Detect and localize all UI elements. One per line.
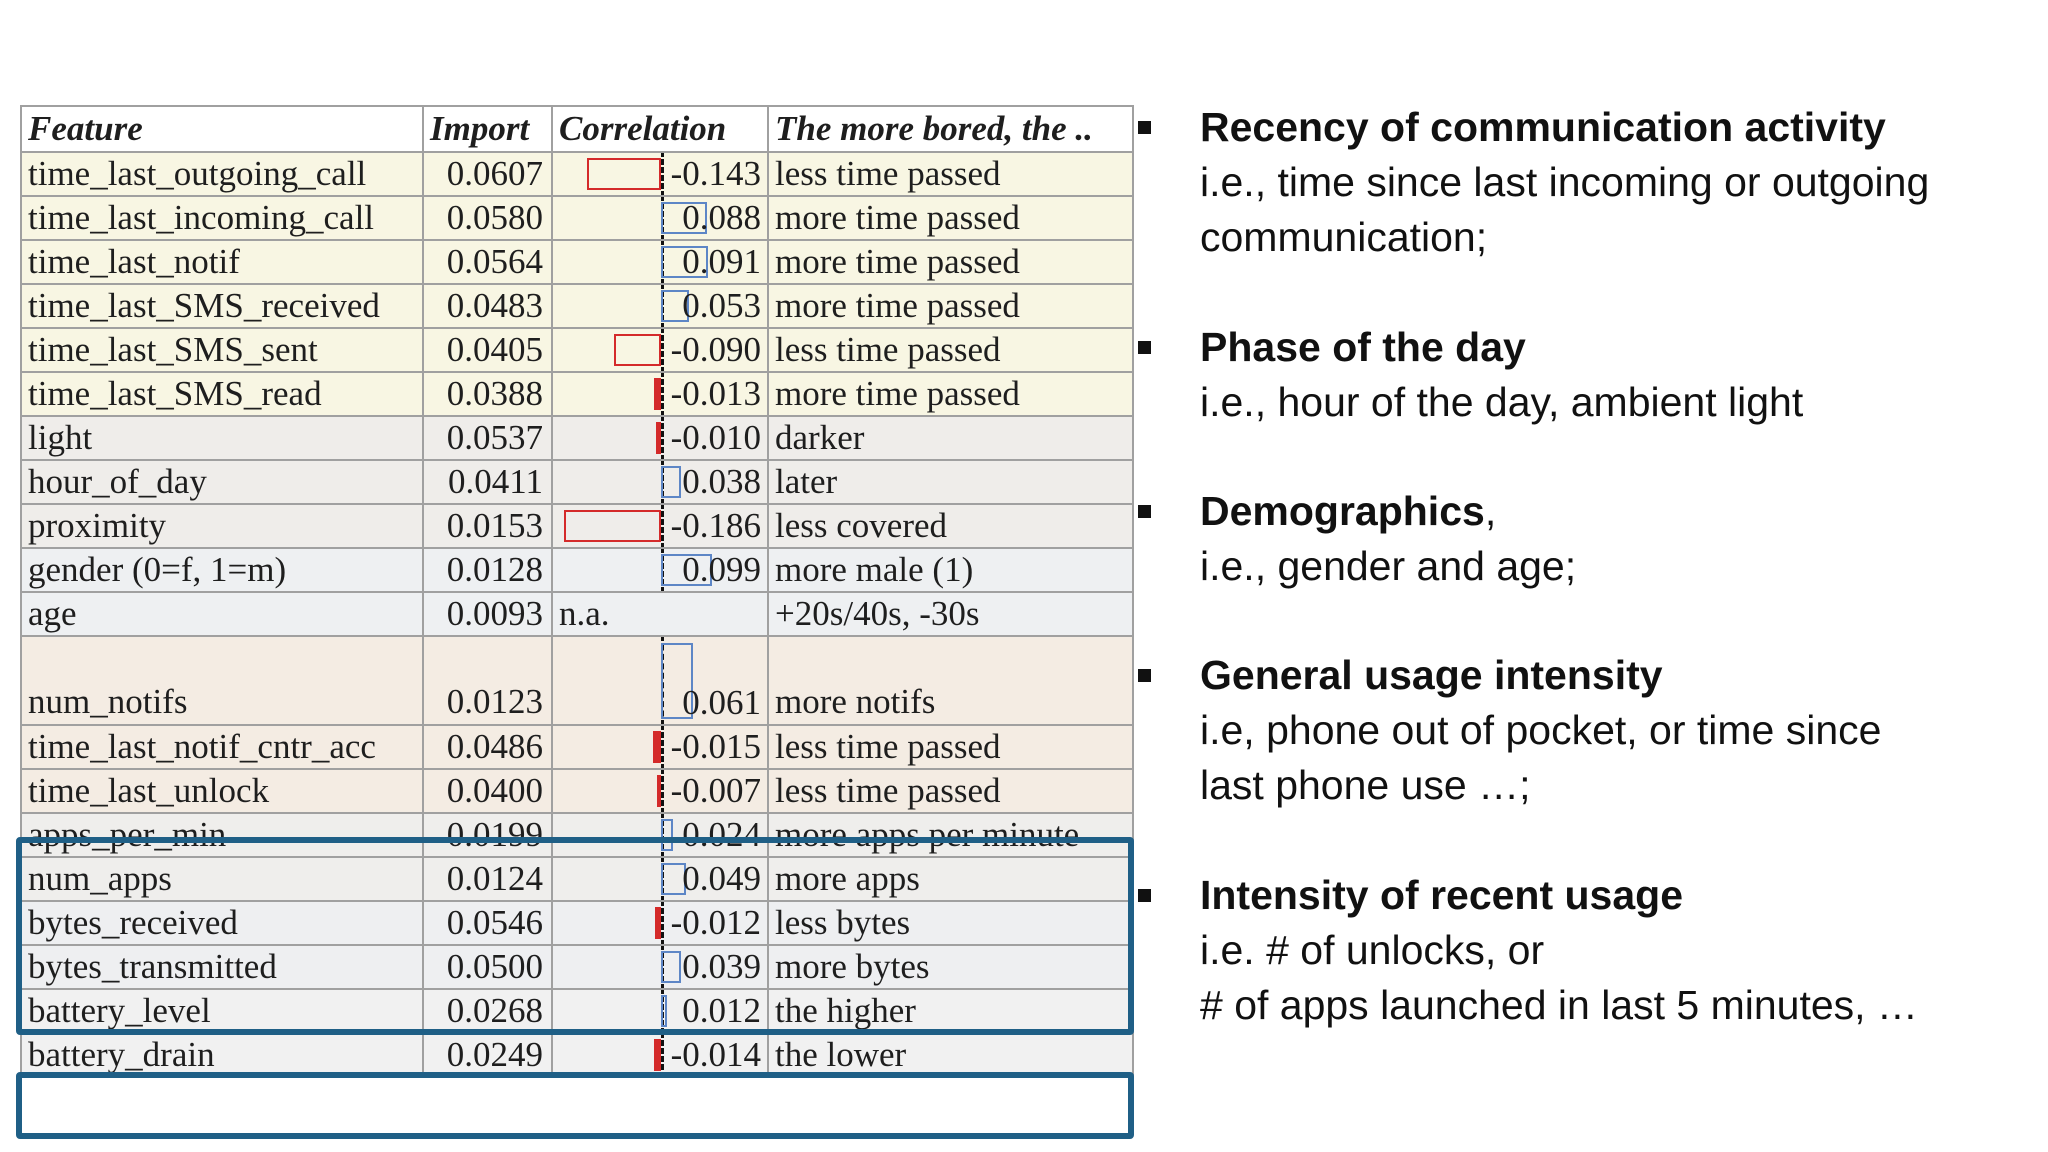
correlation-value: -0.015 bbox=[670, 727, 761, 766]
table-row bbox=[21, 460, 1133, 504]
importance-value: 0.0500 bbox=[423, 945, 552, 989]
correlation-cell bbox=[552, 416, 768, 460]
correlation-bar bbox=[657, 775, 661, 807]
effect-description: more apps per minute bbox=[768, 813, 1133, 857]
correlation-bar bbox=[654, 378, 661, 410]
correlation-cell bbox=[552, 284, 768, 328]
feature-name: bytes_transmitted bbox=[21, 945, 423, 989]
correlation-value: -0.012 bbox=[670, 903, 761, 942]
correlation-bar bbox=[654, 1039, 661, 1071]
importance-value: 0.0564 bbox=[423, 240, 552, 284]
highlight-box-battery-drain bbox=[16, 1072, 1134, 1139]
table-header-row bbox=[21, 106, 1133, 152]
feature-name: num_apps bbox=[21, 857, 423, 901]
correlation-value: -0.090 bbox=[670, 330, 761, 369]
correlation-value: 0.088 bbox=[682, 198, 761, 237]
correlation-value: 0.039 bbox=[682, 947, 761, 986]
correlation-bar bbox=[564, 510, 661, 542]
bullet-line: i.e., hour of the day, ambient light bbox=[1200, 379, 1804, 425]
correlation-value: 0.024 bbox=[682, 815, 761, 854]
effect-description: more time passed bbox=[768, 196, 1133, 240]
bullet-heading: General usage intensity bbox=[1200, 652, 1663, 698]
effect-description: the lower bbox=[768, 1033, 1133, 1077]
effect-description: less time passed bbox=[768, 725, 1133, 769]
importance-value: 0.0388 bbox=[423, 372, 552, 416]
effect-description: the higher bbox=[768, 989, 1133, 1033]
correlation-value: 0.038 bbox=[682, 462, 761, 501]
effect-description: less time passed bbox=[768, 769, 1133, 813]
importance-value: 0.0128 bbox=[423, 548, 552, 592]
feature-name: age bbox=[21, 592, 423, 636]
feature-name: bytes_received bbox=[21, 901, 423, 945]
correlation-value: 0.012 bbox=[682, 991, 761, 1030]
table-row bbox=[21, 1033, 1133, 1077]
effect-description: more time passed bbox=[768, 240, 1133, 284]
table-row bbox=[21, 416, 1133, 460]
table-row bbox=[21, 769, 1133, 813]
effect-description: more apps bbox=[768, 857, 1133, 901]
effect-description: darker bbox=[768, 416, 1133, 460]
importance-value: 0.0268 bbox=[423, 989, 552, 1033]
correlation-zero-line bbox=[661, 1033, 664, 1077]
correlation-zero-line bbox=[661, 725, 664, 769]
correlation-value: -0.010 bbox=[670, 418, 761, 457]
effect-description: less time passed bbox=[768, 152, 1133, 196]
header-importance: Import bbox=[423, 106, 552, 152]
correlation-cell bbox=[552, 372, 768, 416]
correlation-cell bbox=[552, 636, 768, 725]
correlation-bar bbox=[587, 158, 661, 190]
table-row bbox=[21, 240, 1133, 284]
bullet-line: last phone use …; bbox=[1200, 762, 1531, 808]
correlation-cell bbox=[552, 592, 768, 636]
importance-value: 0.0093 bbox=[423, 592, 552, 636]
effect-description: +20s/40s, -30s bbox=[768, 592, 1133, 636]
effect-description: later bbox=[768, 460, 1133, 504]
importance-value: 0.0400 bbox=[423, 769, 552, 813]
bullet-heading: Intensity of recent usage bbox=[1200, 872, 1684, 918]
importance-value: 0.0411 bbox=[423, 460, 552, 504]
correlation-value: 0.053 bbox=[682, 286, 761, 325]
effect-description: less covered bbox=[768, 504, 1133, 548]
importance-value: 0.0199 bbox=[423, 813, 552, 857]
feature-name: battery_drain bbox=[21, 1033, 423, 1077]
correlation-cell bbox=[552, 504, 768, 548]
feature-name: time_last_SMS_sent bbox=[21, 328, 423, 372]
correlation-cell bbox=[552, 328, 768, 372]
correlation-bar bbox=[614, 334, 661, 366]
correlation-cell bbox=[552, 1033, 768, 1077]
table-row bbox=[21, 548, 1133, 592]
correlation-value: -0.013 bbox=[670, 374, 761, 413]
importance-value: 0.0123 bbox=[423, 636, 552, 725]
importance-value: 0.0607 bbox=[423, 152, 552, 196]
importance-value: 0.0580 bbox=[423, 196, 552, 240]
header-feature: Feature bbox=[21, 106, 423, 152]
correlation-bar bbox=[656, 422, 661, 454]
feature-name: battery_level bbox=[21, 989, 423, 1033]
correlation-value: -0.186 bbox=[670, 506, 761, 545]
table-row bbox=[21, 284, 1133, 328]
effect-description: more bytes bbox=[768, 945, 1133, 989]
correlation-value: -0.143 bbox=[670, 154, 761, 193]
correlation-cell bbox=[552, 196, 768, 240]
correlation-value: 0.099 bbox=[682, 550, 761, 589]
effect-description: more notifs bbox=[768, 636, 1133, 725]
header-effect: The more bored, the .. bbox=[768, 106, 1133, 152]
correlation-cell bbox=[552, 548, 768, 592]
importance-value: 0.0405 bbox=[423, 328, 552, 372]
feature-name: time_last_SMS_received bbox=[21, 284, 423, 328]
importance-value: 0.0486 bbox=[423, 725, 552, 769]
effect-description: more time passed bbox=[768, 284, 1133, 328]
correlation-zero-line bbox=[661, 328, 664, 372]
feature-name: proximity bbox=[21, 504, 423, 548]
bullet-marker bbox=[1138, 889, 1151, 902]
highlight-box-recent-usage bbox=[16, 837, 1134, 1035]
effect-description: more male (1) bbox=[768, 548, 1133, 592]
effect-description: more time passed bbox=[768, 372, 1133, 416]
feature-name: time_last_unlock bbox=[21, 769, 423, 813]
bullet-marker bbox=[1138, 341, 1151, 354]
importance-value: 0.0537 bbox=[423, 416, 552, 460]
importance-value: 0.0546 bbox=[423, 901, 552, 945]
correlation-value: 0.091 bbox=[682, 242, 761, 281]
bullet-line: i.e, phone out of pocket, or time since bbox=[1200, 707, 1882, 753]
feature-name: time_last_notif bbox=[21, 240, 423, 284]
table-row bbox=[21, 372, 1133, 416]
feature-name: hour_of_day bbox=[21, 460, 423, 504]
effect-description: less time passed bbox=[768, 328, 1133, 372]
table-row bbox=[21, 636, 1133, 725]
table-row bbox=[21, 196, 1133, 240]
correlation-value: 0.061 bbox=[682, 683, 761, 722]
correlation-zero-line bbox=[661, 769, 664, 813]
importance-value: 0.0249 bbox=[423, 1033, 552, 1077]
feature-name: time_last_notif_cntr_acc bbox=[21, 725, 423, 769]
effect-description: less bytes bbox=[768, 901, 1133, 945]
bullet-marker bbox=[1138, 505, 1151, 518]
bullet-heading: Demographics bbox=[1200, 488, 1485, 534]
table-row bbox=[21, 328, 1133, 372]
table-row bbox=[21, 592, 1133, 636]
bullet-heading: Phase of the day bbox=[1200, 324, 1526, 370]
bullet-line: i.e., gender and age; bbox=[1200, 543, 1577, 589]
feature-name: num_notifs bbox=[21, 636, 423, 725]
bullet-line: i.e., time since last incoming or outgoing bbox=[1200, 159, 1930, 205]
correlation-value: -0.007 bbox=[670, 771, 761, 810]
correlation-zero-line bbox=[661, 372, 664, 416]
correlation-bar bbox=[653, 731, 661, 763]
correlation-zero-line bbox=[661, 504, 664, 548]
table-row bbox=[21, 152, 1133, 196]
correlation-value: n.a. bbox=[559, 594, 610, 633]
correlation-cell bbox=[552, 152, 768, 196]
feature-name: time_last_outgoing_call bbox=[21, 152, 423, 196]
bullet-line: communication; bbox=[1200, 214, 1488, 260]
feature-name: gender (0=f, 1=m) bbox=[21, 548, 423, 592]
feature-name: time_last_incoming_call bbox=[21, 196, 423, 240]
correlation-bar bbox=[661, 466, 681, 498]
feature-name: apps_per_min bbox=[21, 813, 423, 857]
importance-value: 0.0153 bbox=[423, 504, 552, 548]
bullet-line: i.e. # of unlocks, or bbox=[1200, 927, 1545, 973]
correlation-zero-line bbox=[661, 152, 664, 196]
correlation-cell bbox=[552, 725, 768, 769]
correlation-cell bbox=[552, 460, 768, 504]
correlation-value: -0.014 bbox=[670, 1035, 761, 1074]
bullet-marker bbox=[1138, 121, 1151, 134]
table-row bbox=[21, 725, 1133, 769]
header-correlation: Correlation bbox=[552, 106, 768, 152]
importance-value: 0.0483 bbox=[423, 284, 552, 328]
correlation-cell bbox=[552, 769, 768, 813]
bullet-heading: Recency of communication activity bbox=[1200, 104, 1886, 150]
table-row bbox=[21, 504, 1133, 548]
bullet-marker bbox=[1138, 669, 1151, 682]
correlation-zero-line bbox=[661, 416, 664, 460]
feature-name: time_last_SMS_read bbox=[21, 372, 423, 416]
bullet-heading-suffix: , bbox=[1484, 488, 1497, 534]
bullet-line: # of apps launched in last 5 minutes, … bbox=[1200, 982, 1918, 1028]
feature-name: light bbox=[21, 416, 423, 460]
correlation-value: 0.049 bbox=[682, 859, 761, 898]
correlation-cell bbox=[552, 240, 768, 284]
importance-value: 0.0124 bbox=[423, 857, 552, 901]
